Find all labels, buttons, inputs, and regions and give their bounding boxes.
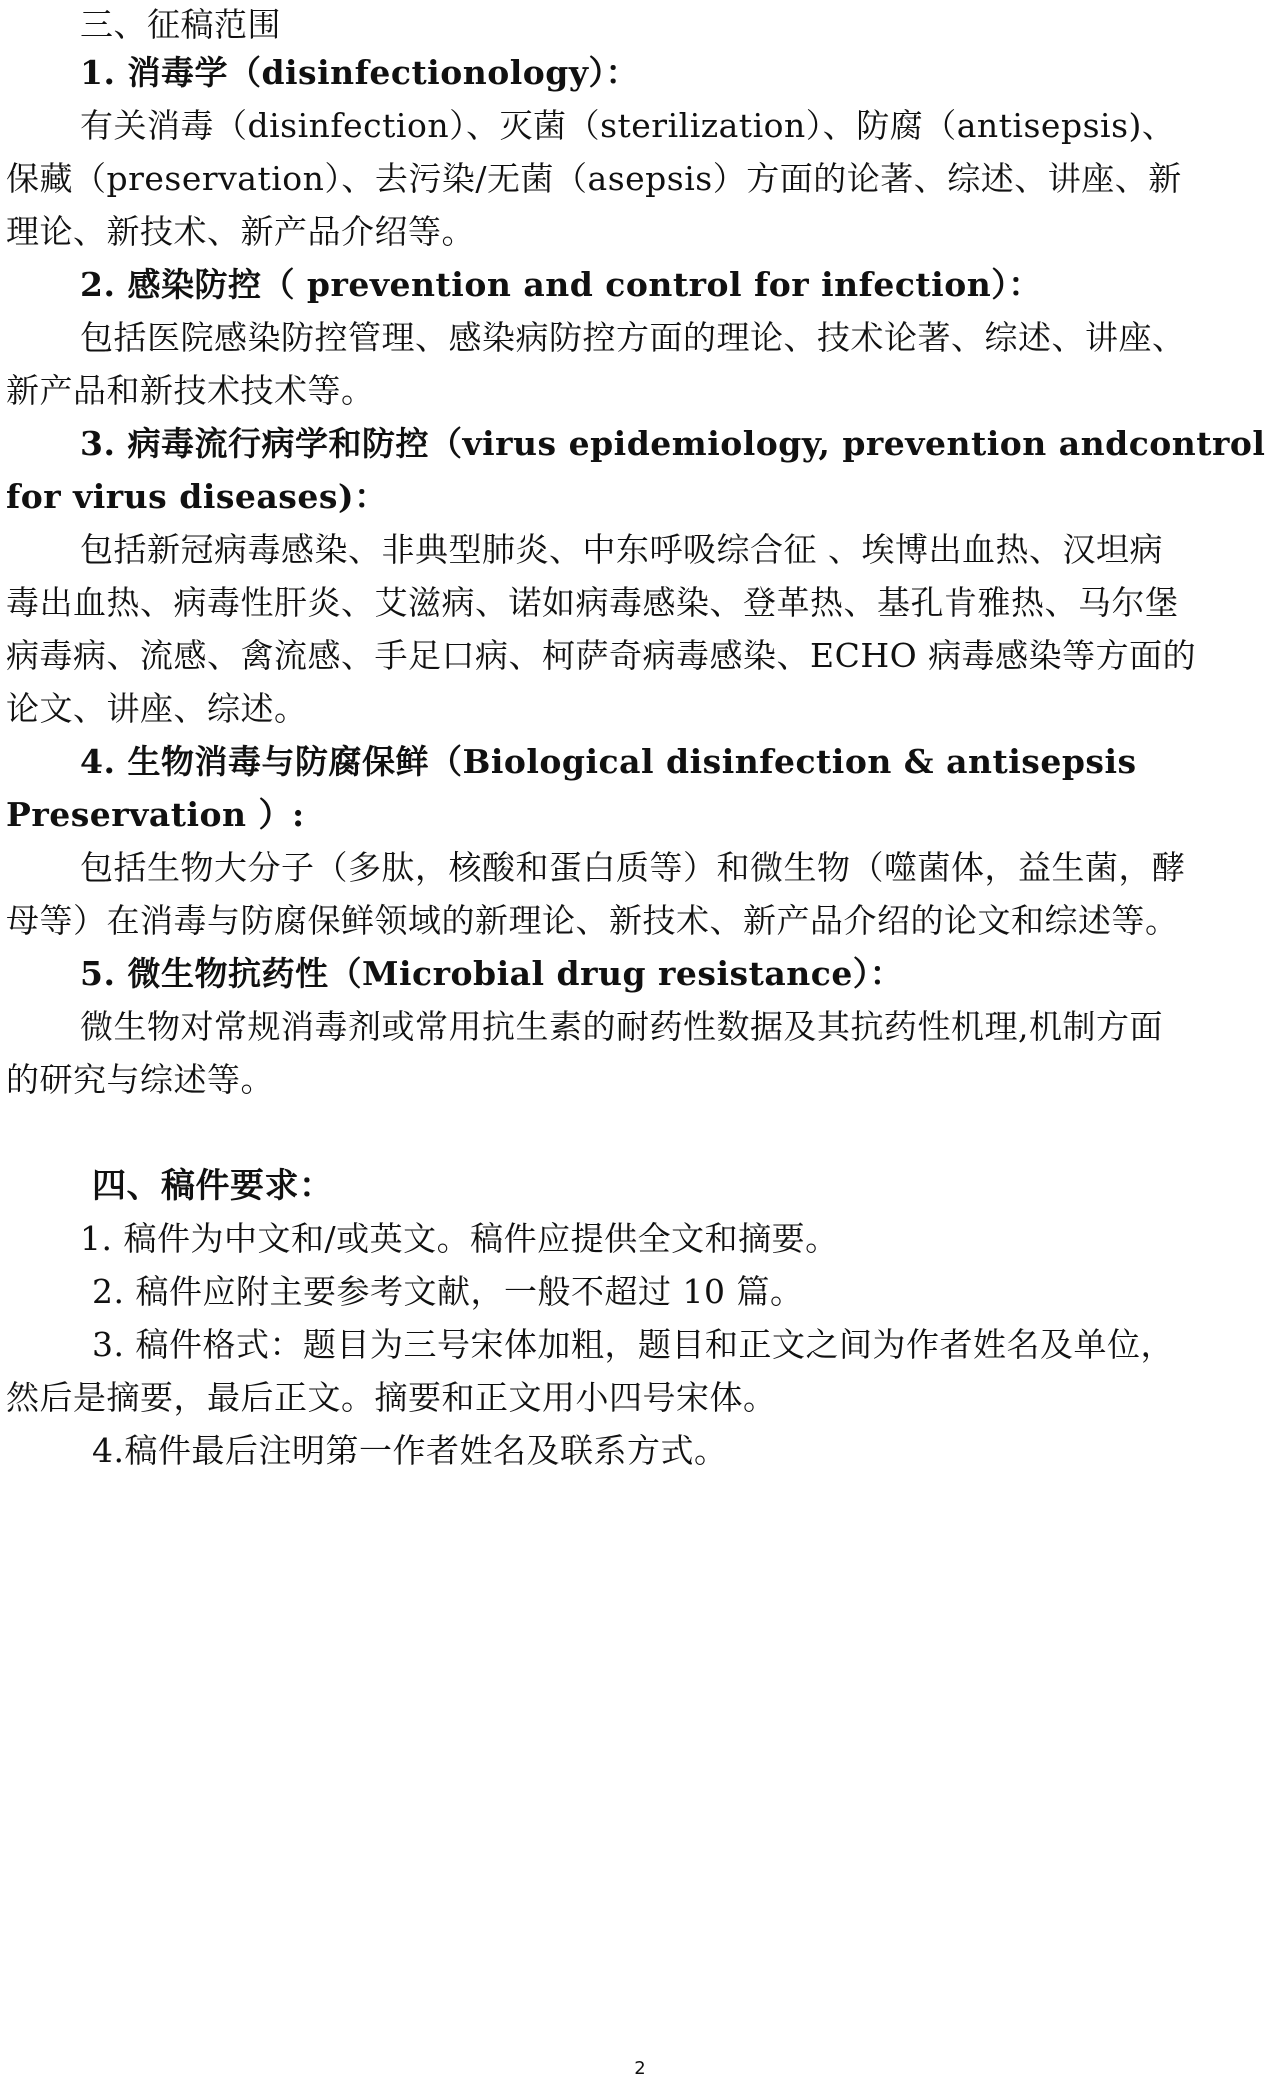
section-heading-scope: 三、征稿范围 bbox=[80, 5, 281, 44]
item-3-body-line: 包括新冠病毒感染、非典型肺炎、中东呼吸综合征 、埃博出血热、汉坦病 bbox=[80, 530, 1163, 569]
requirement-item: 2. 稿件应附主要参考文献，一般不超过 10 篇。 bbox=[92, 1272, 804, 1311]
item-5-title: 5. 微生物抗药性（Microbial drug resistance）： bbox=[80, 954, 904, 993]
item-3-title: 3. 病毒流行病学和防控（virus epidemiology, prevention andcontrol bbox=[80, 424, 1266, 463]
item-2-body-line: 包括医院感染防控管理、感染病防控方面的理论、技术论著、综述、讲座、 bbox=[80, 318, 1186, 357]
item-3-body-line: 病毒病、流感、禽流感、手足口病、柯萨奇病毒感染、ECHO 病毒感染等方面的 bbox=[6, 636, 1197, 675]
item-3-title-cont: for virus diseases)： bbox=[6, 477, 388, 516]
requirement-item-cont: 然后是摘要，最后正文。摘要和正文用小四号宋体。 bbox=[6, 1378, 777, 1417]
item-1-body-line: 理论、新技术、新产品介绍等。 bbox=[6, 212, 475, 251]
item-1-body-line: 有关消毒（disinfection）、灭菌（sterilization）、防腐（antisepsis)、 bbox=[80, 106, 1176, 145]
item-1-title: 1. 消毒学（disinfectionology）： bbox=[80, 53, 640, 92]
requirement-item: 4.稿件最后注明第一作者姓名及联系方式。 bbox=[92, 1431, 728, 1470]
section-heading-requirements: 四、稿件要求： bbox=[92, 1166, 334, 1206]
item-3-body-line: 毒出血热、病毒性肝炎、艾滋病、诺如病毒感染、登革热、基孔肯雅热、马尔堡 bbox=[6, 583, 1179, 622]
item-2-title: 2. 感染防控（ prevention and control for infection）： bbox=[80, 265, 1042, 304]
item-3-body-line: 论文、讲座、综述。 bbox=[6, 689, 308, 728]
item-5-body-line: 的研究与综述等。 bbox=[6, 1060, 274, 1099]
requirement-item: 1. 稿件为中文和/或英文。稿件应提供全文和摘要。 bbox=[80, 1219, 839, 1258]
item-1-body-line: 保藏（preservation）、去污染/无菌（asepsis）方面的论著、综述、讲座、新 bbox=[6, 159, 1182, 198]
item-4-title: 4. 生物消毒与防腐保鲜（Biological disinfection & antisepsis bbox=[80, 742, 1137, 781]
item-5-body-line: 微生物对常规消毒剂或常用抗生素的耐药性数据及其抗药性机理,机制方面 bbox=[80, 1007, 1163, 1046]
item-2-body-line: 新产品和新技术技术等。 bbox=[6, 371, 375, 410]
item-4-body-line: 包括生物大分子（多肽，核酸和蛋白质等）和微生物（噬菌体，益生菌，酵 bbox=[80, 848, 1186, 887]
item-4-title-cont: Preservation ）: bbox=[6, 795, 305, 834]
requirement-item: 3. 稿件格式：题目为三号宋体加粗，题目和正文之间为作者姓名及单位， bbox=[92, 1325, 1174, 1364]
item-4-body-line: 母等）在消毒与防腐保鲜领域的新理论、新技术、新产品介绍的论文和综述等。 bbox=[6, 901, 1179, 940]
page-number: 2 bbox=[634, 2058, 646, 2079]
